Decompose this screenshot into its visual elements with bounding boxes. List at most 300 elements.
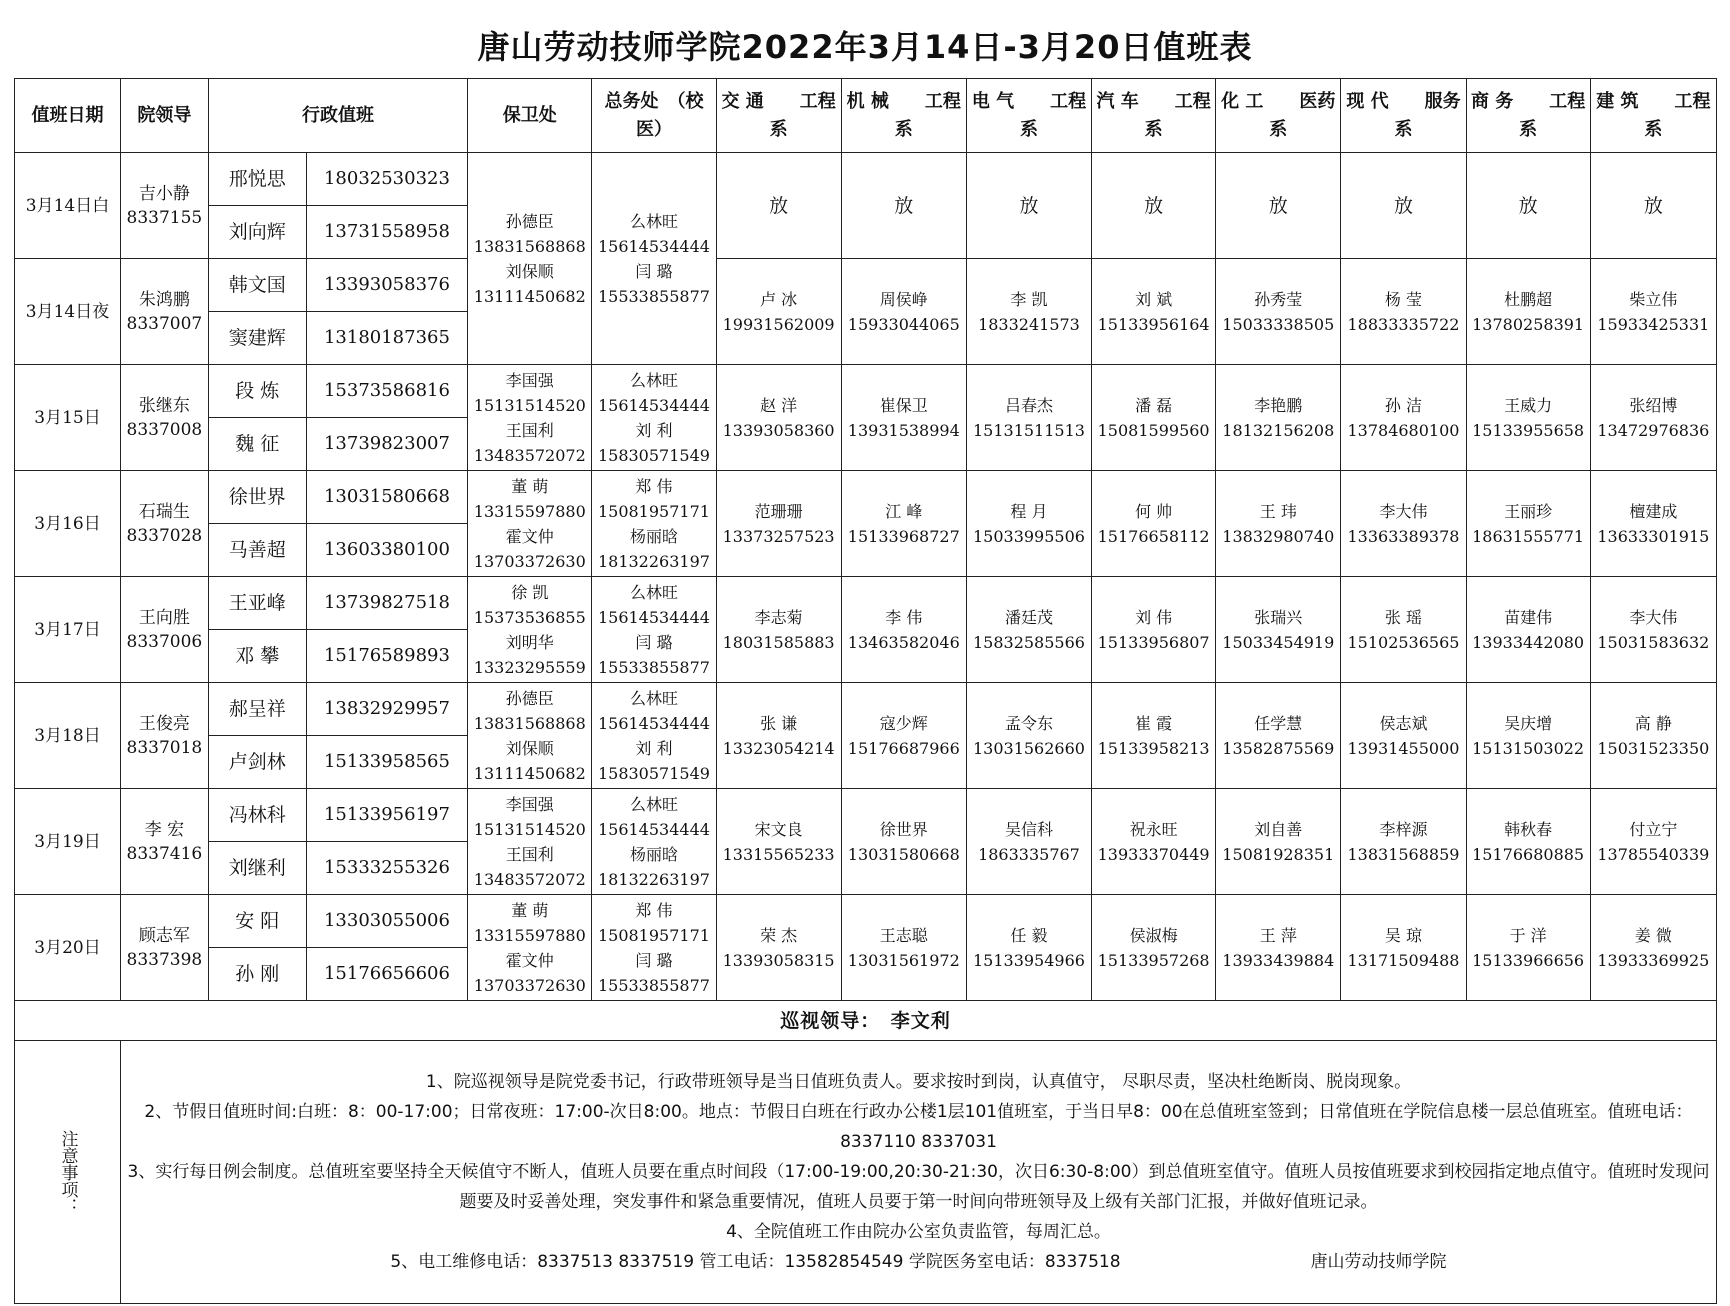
admin-phone: 13031580668 xyxy=(306,471,468,524)
person-phone: 15614534444 xyxy=(597,395,710,415)
person-name: 杜鹏超 xyxy=(1504,289,1553,309)
person-name: 刘保顺 xyxy=(505,261,554,281)
person-phone: 15176680885 xyxy=(1472,844,1585,864)
security-cell xyxy=(468,153,592,365)
leader-phone: 8337006 xyxy=(126,631,203,652)
leader-name: 石瑞生 xyxy=(138,501,190,522)
person-phone: 13393058360 xyxy=(722,420,835,440)
person-name: 吕春杰 xyxy=(1004,395,1053,415)
person-name: 杨丽晗 xyxy=(629,526,678,546)
person-phone: 13931538994 xyxy=(847,420,960,440)
notes-label: 注意事项： xyxy=(15,1041,121,1304)
dept-cell: 放 xyxy=(1590,153,1716,259)
admin-phone: 15133958565 xyxy=(306,736,468,789)
person-name: 郑 伟 xyxy=(635,900,673,920)
person-name: 张瑞兴 xyxy=(1254,607,1303,627)
leader-phone: 8337398 xyxy=(126,949,203,970)
person-phone: 13483572072 xyxy=(473,869,586,889)
person-name: 高 静 xyxy=(1634,713,1672,733)
dept-cell xyxy=(1590,683,1716,789)
day-row xyxy=(15,895,1717,948)
person-name: 潘廷茂 xyxy=(1004,607,1053,627)
security-cell xyxy=(468,789,592,895)
dept-cell xyxy=(1341,577,1466,683)
person-name: 刘 利 xyxy=(635,738,673,758)
person-name: 孟令东 xyxy=(1004,713,1053,733)
admin-phone: 15373586816 xyxy=(306,365,468,418)
admin-phone: 13832929957 xyxy=(306,683,468,736)
person-phone: 13933442080 xyxy=(1472,632,1585,652)
admin-phone: 13603380100 xyxy=(306,524,468,577)
person-name: 韩秋春 xyxy=(1504,819,1553,839)
person-name: 董 萌 xyxy=(511,476,549,496)
dept-cell xyxy=(1216,789,1341,895)
person-phone: 15033338505 xyxy=(1222,314,1335,334)
patrol-row xyxy=(15,1001,1717,1041)
person-name: 程 月 xyxy=(1010,501,1048,521)
person-phone: 15830571549 xyxy=(597,763,710,783)
person-name: 李 凯 xyxy=(1010,289,1048,309)
person-name: 吴信科 xyxy=(1004,819,1053,839)
leader-phone: 8337018 xyxy=(126,737,203,758)
person-name: 崔保卫 xyxy=(879,395,928,415)
notes-text xyxy=(120,1041,1716,1304)
person-name: 王国利 xyxy=(505,844,554,864)
person-name: 付立宁 xyxy=(1629,819,1678,839)
notes-row xyxy=(15,1041,1717,1304)
leader-cell xyxy=(120,683,208,789)
person-name: 任学慧 xyxy=(1254,713,1303,733)
dept-cell xyxy=(716,895,841,1001)
person-name: 侯志斌 xyxy=(1379,713,1428,733)
dept-cell xyxy=(716,471,841,577)
person-name: 张 瑶 xyxy=(1384,607,1422,627)
person-phone: 13785540339 xyxy=(1597,844,1710,864)
header-admin: 行政值班 xyxy=(208,79,467,153)
person-phone: 15131503022 xyxy=(1472,738,1585,758)
leader-name: 王俊亮 xyxy=(138,713,190,734)
person-phone: 13111450682 xyxy=(473,763,586,783)
leader-phone: 8337155 xyxy=(126,207,203,228)
day-row xyxy=(15,471,1717,524)
duty-date: 3月16日 xyxy=(15,471,121,577)
dept-cell xyxy=(1216,471,1341,577)
person-phone: 13111450682 xyxy=(473,286,586,306)
patrol-leader: 巡视领导： 李文利 xyxy=(15,1001,1717,1041)
person-phone: 13363389378 xyxy=(1347,526,1460,546)
dept-cell: 放 xyxy=(966,153,1091,259)
person-name: 闫 璐 xyxy=(635,632,673,652)
admin-name: 安 阳 xyxy=(208,895,306,948)
day-row xyxy=(15,683,1717,736)
person-name: 崔 霞 xyxy=(1135,713,1173,733)
person-name: 董 萌 xyxy=(511,900,549,920)
person-name: 徐世界 xyxy=(879,819,928,839)
person-name: 檀建成 xyxy=(1629,501,1678,521)
dept-cell xyxy=(1466,789,1590,895)
dept-cell: 放 xyxy=(1466,153,1590,259)
admin-name: 魏 征 xyxy=(208,418,306,471)
person-phone: 19931562009 xyxy=(722,314,835,334)
dept-cell xyxy=(966,789,1091,895)
person-phone: 13315565233 xyxy=(722,844,835,864)
person-phone: 13323054214 xyxy=(722,738,835,758)
header-leader: 院领导 xyxy=(120,79,208,153)
leader-cell xyxy=(120,471,208,577)
admin-name: 刘向辉 xyxy=(208,206,306,259)
person-name: 任 毅 xyxy=(1010,925,1048,945)
dept-cell xyxy=(1590,259,1716,365)
person-phone: 15133958213 xyxy=(1097,738,1210,758)
dept-cell xyxy=(1590,365,1716,471)
person-phone: 1833241573 xyxy=(978,314,1080,334)
header-general: 总务处 （校医） xyxy=(592,79,716,153)
person-phone: 15133956807 xyxy=(1097,632,1210,652)
person-name: 寇少辉 xyxy=(879,713,928,733)
person-phone: 13323295559 xyxy=(473,657,586,677)
person-phone: 15176687966 xyxy=(847,738,960,758)
duty-date: 3月17日 xyxy=(15,577,121,683)
dept-cell xyxy=(841,471,966,577)
person-name: 李国强 xyxy=(505,370,554,390)
header-row xyxy=(15,79,1717,153)
note-item: 3、实行每日例会制度。总值班室要坚持全天候值守不断人，值班人员要在重点时间段（17:00-19:00,20:30-21:30，次日6:30-8:00）到总值班室值守。值班人员按值班要求到校园指定地点值守。值班时发现问题要及时妥善处理，突发事件和紧急重要情况，值班人员要于第一时间向带班领导及上级有关部门汇报，并做好值班记录。 xyxy=(127,1162,1710,1212)
person-phone: 15131511513 xyxy=(972,420,1085,440)
general-cell xyxy=(592,153,716,365)
person-name: 张 谦 xyxy=(760,713,798,733)
person-name: 苗建伟 xyxy=(1504,607,1553,627)
dept-cell xyxy=(1590,471,1716,577)
dept-cell xyxy=(1216,577,1341,683)
admin-phone: 13731558958 xyxy=(306,206,468,259)
person-name: 闫 璐 xyxy=(635,950,673,970)
person-name: 李梓源 xyxy=(1379,819,1428,839)
person-name: 荣 杰 xyxy=(760,925,798,945)
person-phone: 13831568868 xyxy=(473,236,586,256)
person-phone: 15373536855 xyxy=(473,607,586,627)
dept-cell xyxy=(1092,683,1216,789)
admin-phone: 13739827518 xyxy=(306,577,468,630)
person-phone: 15131514520 xyxy=(473,819,586,839)
person-phone: 15533855877 xyxy=(597,286,710,306)
dept-cell xyxy=(841,895,966,1001)
security-cell xyxy=(468,895,592,1001)
dept-cell xyxy=(966,577,1091,683)
dept-cell xyxy=(1341,789,1466,895)
header-dept: 商 务 工程系 xyxy=(1466,79,1590,153)
person-name: 李志菊 xyxy=(754,607,803,627)
admin-phone: 13303055006 xyxy=(306,895,468,948)
day-row xyxy=(15,577,1717,630)
person-phone: 13373257523 xyxy=(722,526,835,546)
person-phone: 15133966656 xyxy=(1472,950,1585,970)
leader-name: 吉小静 xyxy=(138,183,190,204)
admin-name: 邢悦思 xyxy=(208,153,306,206)
dept-cell xyxy=(1341,259,1466,365)
dept-cell: 放 xyxy=(1092,153,1216,259)
leader-cell xyxy=(120,895,208,1001)
person-name: 杨 莹 xyxy=(1384,289,1422,309)
leader-cell xyxy=(120,153,208,259)
person-name: 王 萍 xyxy=(1259,925,1297,945)
person-phone: 13031580668 xyxy=(847,844,960,864)
note-item: 5、电工维修电话：8337513 8337519 管工电话：13582854549 学院医务室电话：8337518 xyxy=(390,1252,1121,1272)
person-phone: 13393058315 xyxy=(722,950,835,970)
person-phone: 15031523350 xyxy=(1597,738,1710,758)
duty-date: 3月20日 xyxy=(15,895,121,1001)
admin-name: 冯林科 xyxy=(208,789,306,842)
dept-cell xyxy=(1466,259,1590,365)
leader-name: 张继东 xyxy=(138,395,190,416)
header-date: 值班日期 xyxy=(15,79,121,153)
dept-cell xyxy=(966,471,1091,577)
dept-cell xyxy=(1092,471,1216,577)
person-phone: 18132156208 xyxy=(1222,420,1335,440)
person-phone: 15033454919 xyxy=(1222,632,1335,652)
person-name: 刘 利 xyxy=(635,420,673,440)
general-cell xyxy=(592,577,716,683)
dept-cell xyxy=(1341,895,1466,1001)
admin-name: 韩文国 xyxy=(208,259,306,312)
person-phone: 13780258391 xyxy=(1472,314,1585,334)
general-cell xyxy=(592,895,716,1001)
person-phone: 13315597880 xyxy=(473,925,586,945)
admin-phone: 15133956197 xyxy=(306,789,468,842)
person-phone: 15031583632 xyxy=(1597,632,1710,652)
header-dept: 现 代 服务系 xyxy=(1341,79,1466,153)
person-name: 卢 冰 xyxy=(760,289,798,309)
person-name: 潘 磊 xyxy=(1135,395,1173,415)
leader-phone: 8337008 xyxy=(126,419,203,440)
person-phone: 18031585883 xyxy=(722,632,835,652)
dept-cell xyxy=(1466,577,1590,683)
leader-cell xyxy=(120,789,208,895)
duty-date: 3月14日夜 xyxy=(15,259,121,365)
person-name: 王 玮 xyxy=(1259,501,1297,521)
day-row xyxy=(15,789,1717,842)
person-name: 祝永旺 xyxy=(1129,819,1178,839)
person-name: 霍文仲 xyxy=(505,526,554,546)
person-phone: 15133956164 xyxy=(1097,314,1210,334)
admin-phone: 15176589893 xyxy=(306,630,468,683)
leader-phone: 8337007 xyxy=(126,313,203,334)
dept-cell xyxy=(841,577,966,683)
person-name: 霍文仲 xyxy=(505,950,554,970)
person-name: 范珊珊 xyxy=(754,501,803,521)
duty-date: 3月15日 xyxy=(15,365,121,471)
leader-name: 顾志军 xyxy=(138,925,190,946)
person-phone: 13933369925 xyxy=(1597,950,1710,970)
dept-cell xyxy=(716,365,841,471)
person-name: 么林旺 xyxy=(629,582,678,602)
leader-cell xyxy=(120,365,208,471)
person-phone: 18132263197 xyxy=(597,869,710,889)
admin-name: 邓 攀 xyxy=(208,630,306,683)
dept-cell xyxy=(716,789,841,895)
header-dept: 化 工 医药系 xyxy=(1216,79,1341,153)
person-phone: 13472976836 xyxy=(1597,420,1710,440)
admin-name: 徐世界 xyxy=(208,471,306,524)
person-phone: 15133968727 xyxy=(847,526,960,546)
dept-cell xyxy=(1590,895,1716,1001)
person-name: 王丽珍 xyxy=(1504,501,1553,521)
person-name: 李艳鹏 xyxy=(1254,395,1303,415)
day-row xyxy=(15,259,1717,312)
person-name: 徐 凯 xyxy=(511,582,549,602)
person-name: 周侯峥 xyxy=(879,289,928,309)
person-name: 刘 斌 xyxy=(1135,289,1173,309)
leader-cell xyxy=(120,577,208,683)
person-name: 侯淑梅 xyxy=(1129,925,1178,945)
dept-cell: 放 xyxy=(1341,153,1466,259)
general-cell xyxy=(592,471,716,577)
dept-cell xyxy=(1216,683,1341,789)
person-phone: 15081928351 xyxy=(1222,844,1335,864)
person-phone: 13315597880 xyxy=(473,501,586,521)
person-name: 刘保顺 xyxy=(505,738,554,758)
person-phone: 13831568868 xyxy=(473,713,586,733)
dept-cell xyxy=(1092,259,1216,365)
header-dept: 电 气 工程系 xyxy=(966,79,1091,153)
dept-cell xyxy=(966,895,1091,1001)
person-name: 么林旺 xyxy=(629,688,678,708)
person-name: 宋文良 xyxy=(754,819,803,839)
person-phone: 18631555771 xyxy=(1472,526,1585,546)
person-phone: 15614534444 xyxy=(597,819,710,839)
person-phone: 15933425331 xyxy=(1597,314,1710,334)
person-name: 李国强 xyxy=(505,794,554,814)
person-name: 孙 洁 xyxy=(1384,395,1422,415)
person-phone: 15081599560 xyxy=(1097,420,1210,440)
person-name: 于 洋 xyxy=(1509,925,1547,945)
dept-cell xyxy=(1216,365,1341,471)
person-name: 孙德臣 xyxy=(505,688,554,708)
note-item: 4、全院值班工作由院办公室负责监管，每周汇总。 xyxy=(726,1222,1111,1242)
admin-name: 卢剑林 xyxy=(208,736,306,789)
dept-cell xyxy=(1466,365,1590,471)
dept-cell xyxy=(841,683,966,789)
person-phone: 15081957171 xyxy=(597,925,710,945)
dept-cell xyxy=(716,683,841,789)
dept-cell xyxy=(966,683,1091,789)
dept-cell xyxy=(716,577,841,683)
dept-cell xyxy=(716,259,841,365)
person-name: 姜 微 xyxy=(1634,925,1672,945)
person-name: 吴 琼 xyxy=(1384,925,1422,945)
person-name: 李大伟 xyxy=(1629,607,1678,627)
dept-cell xyxy=(1341,683,1466,789)
dept-cell xyxy=(1216,895,1341,1001)
security-cell xyxy=(468,471,592,577)
person-name: 李 伟 xyxy=(885,607,923,627)
dept-cell xyxy=(841,365,966,471)
person-phone: 13463582046 xyxy=(847,632,960,652)
person-name: 王国利 xyxy=(505,420,554,440)
duty-date: 3月19日 xyxy=(15,789,121,895)
security-cell xyxy=(468,365,592,471)
person-name: 孙德臣 xyxy=(505,211,554,231)
leader-cell xyxy=(120,259,208,365)
general-cell xyxy=(592,789,716,895)
person-phone: 15614534444 xyxy=(597,236,710,256)
dept-cell xyxy=(966,365,1091,471)
dept-cell xyxy=(841,259,966,365)
leader-name: 朱鸿鹏 xyxy=(138,289,190,310)
person-phone: 15832585566 xyxy=(972,632,1085,652)
dept-cell xyxy=(1092,365,1216,471)
admin-phone: 15176656606 xyxy=(306,948,468,1001)
person-phone: 15176658112 xyxy=(1097,526,1210,546)
dept-cell xyxy=(1590,789,1716,895)
page-title: 唐山劳动技师学院2022年3月14日-3月20日值班表 xyxy=(477,28,1253,66)
dept-cell xyxy=(1466,471,1590,577)
person-phone: 13784680100 xyxy=(1347,420,1460,440)
person-phone: 13931455000 xyxy=(1347,738,1460,758)
leader-name: 李 宏 xyxy=(144,819,185,840)
person-phone: 15133954966 xyxy=(972,950,1085,970)
admin-name: 刘继利 xyxy=(208,842,306,895)
leader-name: 王向胜 xyxy=(138,607,190,628)
person-phone: 15133957268 xyxy=(1097,950,1210,970)
person-phone: 15614534444 xyxy=(597,713,710,733)
person-phone: 1863335767 xyxy=(978,844,1080,864)
day-row xyxy=(15,365,1717,418)
person-name: 刘 伟 xyxy=(1135,607,1173,627)
person-phone: 15033995506 xyxy=(972,526,1085,546)
person-phone: 15081957171 xyxy=(597,501,710,521)
header-dept: 交 通 工程系 xyxy=(716,79,841,153)
person-name: 么林旺 xyxy=(629,370,678,390)
day-row xyxy=(15,153,1717,206)
person-phone: 13933370449 xyxy=(1097,844,1210,864)
person-name: 张绍博 xyxy=(1629,395,1678,415)
dept-cell xyxy=(1590,577,1716,683)
leader-phone: 8337416 xyxy=(126,843,203,864)
person-name: 么林旺 xyxy=(629,794,678,814)
leader-phone: 8337028 xyxy=(126,525,203,546)
admin-phone: 13739823007 xyxy=(306,418,468,471)
person-phone: 15533855877 xyxy=(597,657,710,677)
person-phone: 13031562660 xyxy=(972,738,1085,758)
dept-cell xyxy=(1341,365,1466,471)
dept-cell: 放 xyxy=(841,153,966,259)
dept-cell xyxy=(1466,895,1590,1001)
person-phone: 15614534444 xyxy=(597,607,710,627)
dept-cell xyxy=(841,789,966,895)
security-cell xyxy=(468,683,592,789)
person-phone: 13031561972 xyxy=(847,950,960,970)
person-name: 吴庆增 xyxy=(1504,713,1553,733)
dept-cell: 放 xyxy=(1216,153,1341,259)
general-cell xyxy=(592,365,716,471)
admin-name: 段 炼 xyxy=(208,365,306,418)
person-phone: 13703372630 xyxy=(473,551,586,571)
person-phone: 18833335722 xyxy=(1347,314,1460,334)
person-phone: 15533855877 xyxy=(597,975,710,995)
security-cell xyxy=(468,577,592,683)
person-name: 何 帅 xyxy=(1135,501,1173,521)
person-phone: 15133955658 xyxy=(1472,420,1585,440)
person-phone: 15830571549 xyxy=(597,445,710,465)
person-phone: 13582875569 xyxy=(1222,738,1335,758)
admin-name: 孙 刚 xyxy=(208,948,306,1001)
person-name: 赵 洋 xyxy=(760,395,798,415)
person-phone: 15933044065 xyxy=(847,314,960,334)
person-phone: 15131514520 xyxy=(473,395,586,415)
person-phone: 13703372630 xyxy=(473,975,586,995)
person-name: 李大伟 xyxy=(1379,501,1428,521)
header-dept: 汽 车 工程系 xyxy=(1092,79,1216,153)
